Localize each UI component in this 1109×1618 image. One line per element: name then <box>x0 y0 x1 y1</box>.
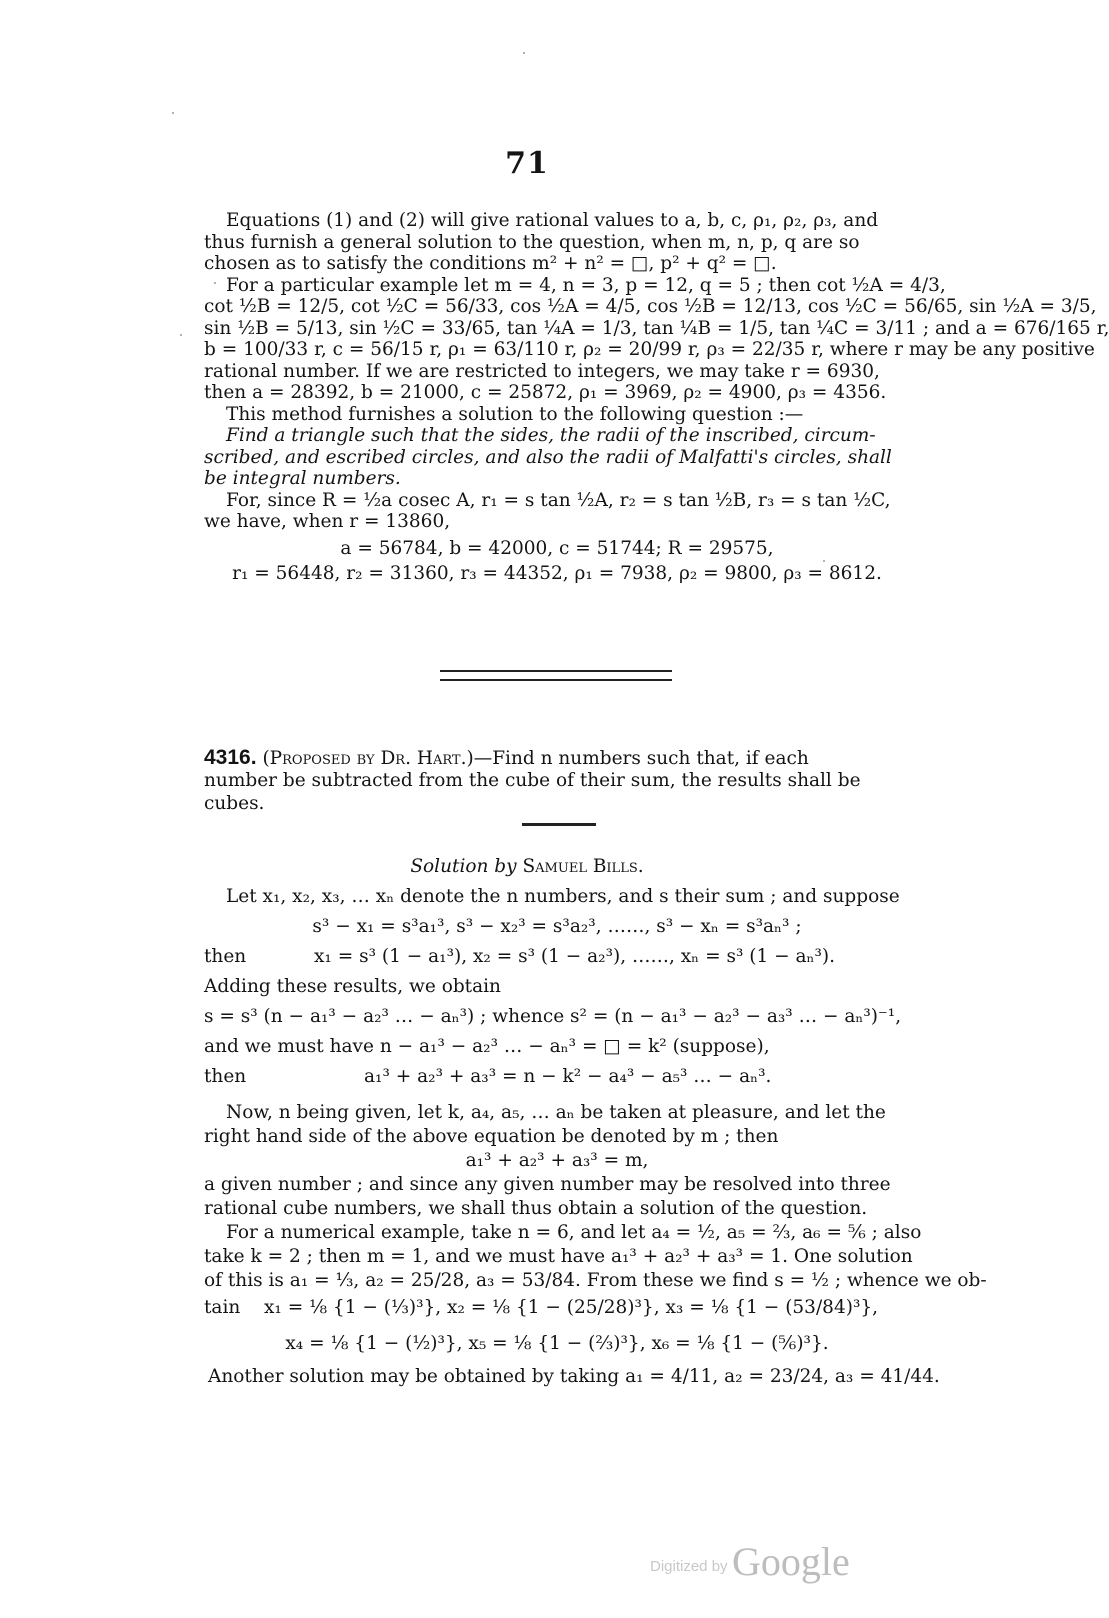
result-equation: r₁ = 56448, r₂ = 31360, r₃ = 44352, ρ₁ = 7938, ρ₂ = 9800, ρ₃ = 8612. <box>232 563 882 584</box>
paper-speck <box>823 560 825 562</box>
solution-line: of this is a₁ = ⅓, a₂ = 25/28, a₃ = 53/84. From these we find s = ½ ; whence we ob- <box>204 1270 987 1291</box>
solution-line: rational cube numbers, we shall thus obtain a solution of the question. <box>204 1198 868 1219</box>
question-line: Find a triangle such that the sides, the radii of the inscribed, circum- <box>226 425 876 446</box>
solution-equation: a₁³ + a₂³ + a₃³ = n − k² − a₄³ − a₅³ … − aₙ³. <box>364 1066 772 1087</box>
solution-equation: x₄ = ⅛ {1 − (½)³}, x₅ = ⅛ {1 − (⅔)³}, x₆ = ⅛ {1 − (⅚)³}. <box>285 1333 829 1354</box>
text-line: cot ½B = 12/5, cot ½C = 56/33, cos ½A = 4/5, cos ½B = 12/13, cos ½C = 56/65, sin ½A = 3/5, <box>204 296 1097 317</box>
solution-title <box>0 856 1054 877</box>
solution-line: Another solution may be obtained by taking a₁ = 4/11, a₂ = 23/24, a₃ = 41/44. <box>208 1366 940 1387</box>
text-line: rational number. If we are restricted to integers, we may take r = 6930, <box>204 360 880 382</box>
watermark-prefix: Digitized by <box>650 1558 728 1575</box>
watermark-brand: Google <box>732 1539 850 1584</box>
question-line: scribed, and escribed circles, and also the radii of Malfatti's circles, shall <box>204 446 892 468</box>
solution-equation-row <box>204 1062 910 1092</box>
problem-number: 4316. <box>204 746 257 769</box>
solution-line: right hand side of the above equation be denoted by m ; then <box>204 1126 779 1147</box>
section-divider <box>440 670 672 681</box>
solution-equation: x₁ = s³ (1 − a₁³), x₂ = s³ (1 − a₂³), ……, xₙ = s³ (1 − aₙ³). <box>314 946 836 967</box>
solution-equation: x₁ = ⅛ {1 − (⅓)³}, x₂ = ⅛ {1 − (25/28)³}, x₃ = ⅛ {1 − (53/84)³}, <box>264 1297 879 1318</box>
solution-equation: s³ − x₁ = s³a₁³, s³ − x₂³ = s³a₂³, ……, s³ − xₙ = s³aₙ³ ; <box>312 916 802 937</box>
solution-equation: s = s³ (n − a₁³ − a₂³ … − aₙ³) ; whence s² = (n − a₁³ − a₂³ − a₃³ … − aₙ³)⁻¹, <box>204 1006 902 1027</box>
text-line: sin ½B = 5/13, sin ½C = 33/65, tan ¼A = 1/3, tan ¼B = 1/5, tan ¼C = 3/11 ; and a = 676/165 r, <box>204 317 1109 339</box>
paper-speck <box>214 282 216 284</box>
text-line: then a = 28392, b = 21000, c = 25872, ρ₁ = 3969, ρ₂ = 4900, ρ₃ = 4356. <box>204 382 887 403</box>
page-number: 71 <box>505 146 549 181</box>
equation-label: then <box>204 1066 247 1087</box>
solution-line: Let x₁, x₂, x₃, … xₙ denote the n numbers, and s their sum ; and suppose <box>226 886 900 907</box>
digitized-watermark <box>650 1538 850 1585</box>
question-line: be integral numbers. <box>204 468 401 489</box>
text-line: thus furnish a general solution to the question, when m, n, p, q are so <box>204 231 860 253</box>
problem-first-line <box>204 746 910 769</box>
solution-line: take k = 2 ; then m = 1, and we must have a₁³ + a₂³ + a₃³ = 1. One solution <box>204 1246 913 1267</box>
problem-text: number be subtracted from the cube of their sum, the results shall be <box>204 770 861 791</box>
text-line: Equations (1) and (2) will give rational values to a, b, c, ρ₁, ρ₂, ρ₃, and <box>226 210 879 231</box>
solution-line: Now, n being given, let k, a₄, a₅, … aₙ be taken at pleasure, and let the <box>226 1102 886 1123</box>
solution-author: Samuel Bills. <box>522 856 644 877</box>
solution-equation: and we must have n − a₁³ − a₂³ … − aₙ³ = □ = k² (suppose), <box>204 1036 770 1057</box>
paper-speck <box>180 334 182 336</box>
text-line: For a particular example let m = 4, n = 3, p = 12, q = 5 ; then cot ½A = 4/3, <box>226 274 946 296</box>
paper-speck <box>523 52 525 54</box>
text-line: we have, when r = 13860, <box>204 511 451 532</box>
problem-text: cubes. <box>204 793 265 814</box>
paper-speck <box>172 112 174 114</box>
equation-label: tain <box>204 1297 241 1318</box>
solution-title-prefix: Solution by <box>410 856 517 877</box>
text-line: This method furnishes a solution to the following question :— <box>226 403 804 425</box>
solution-body <box>204 882 987 1392</box>
problem-statement <box>204 746 910 815</box>
solution-line: Adding these results, we obtain <box>204 976 501 997</box>
solution-line: a given number ; and since any given number may be resolved into three <box>204 1174 891 1195</box>
solution-equation: a₁³ + a₂³ + a₃³ = m, <box>465 1150 649 1171</box>
equation-label: then <box>204 946 247 967</box>
text-line: chosen as to satisfy the conditions m² + n² = □, p² + q² = □. <box>204 253 777 274</box>
top-section <box>204 210 1109 585</box>
result-equation: a = 56784, b = 42000, c = 51744; R = 29575, <box>340 537 774 559</box>
problem-proposer: (Proposed by Dr. Hart.) <box>262 748 474 769</box>
solution-equation-row <box>204 1290 910 1326</box>
short-divider <box>522 823 596 826</box>
text-line: For, since R = ½a cosec A, r₁ = s tan ½A, r₂ = s tan ½B, r₃ = s tan ½C, <box>226 489 891 511</box>
problem-text: —Find n numbers such that, if each <box>473 748 809 769</box>
solution-line: For a numerical example, take n = 6, and let a₄ = ½, a₅ = ⅔, a₆ = ⅚ ; also <box>226 1222 922 1243</box>
text-line: b = 100/33 r, c = 56/15 r, ρ₁ = 63/110 r, ρ₂ = 20/99 r, ρ₃ = 22/35 r, where r may be any positive <box>204 339 1095 360</box>
solution-equation-row <box>204 942 910 972</box>
